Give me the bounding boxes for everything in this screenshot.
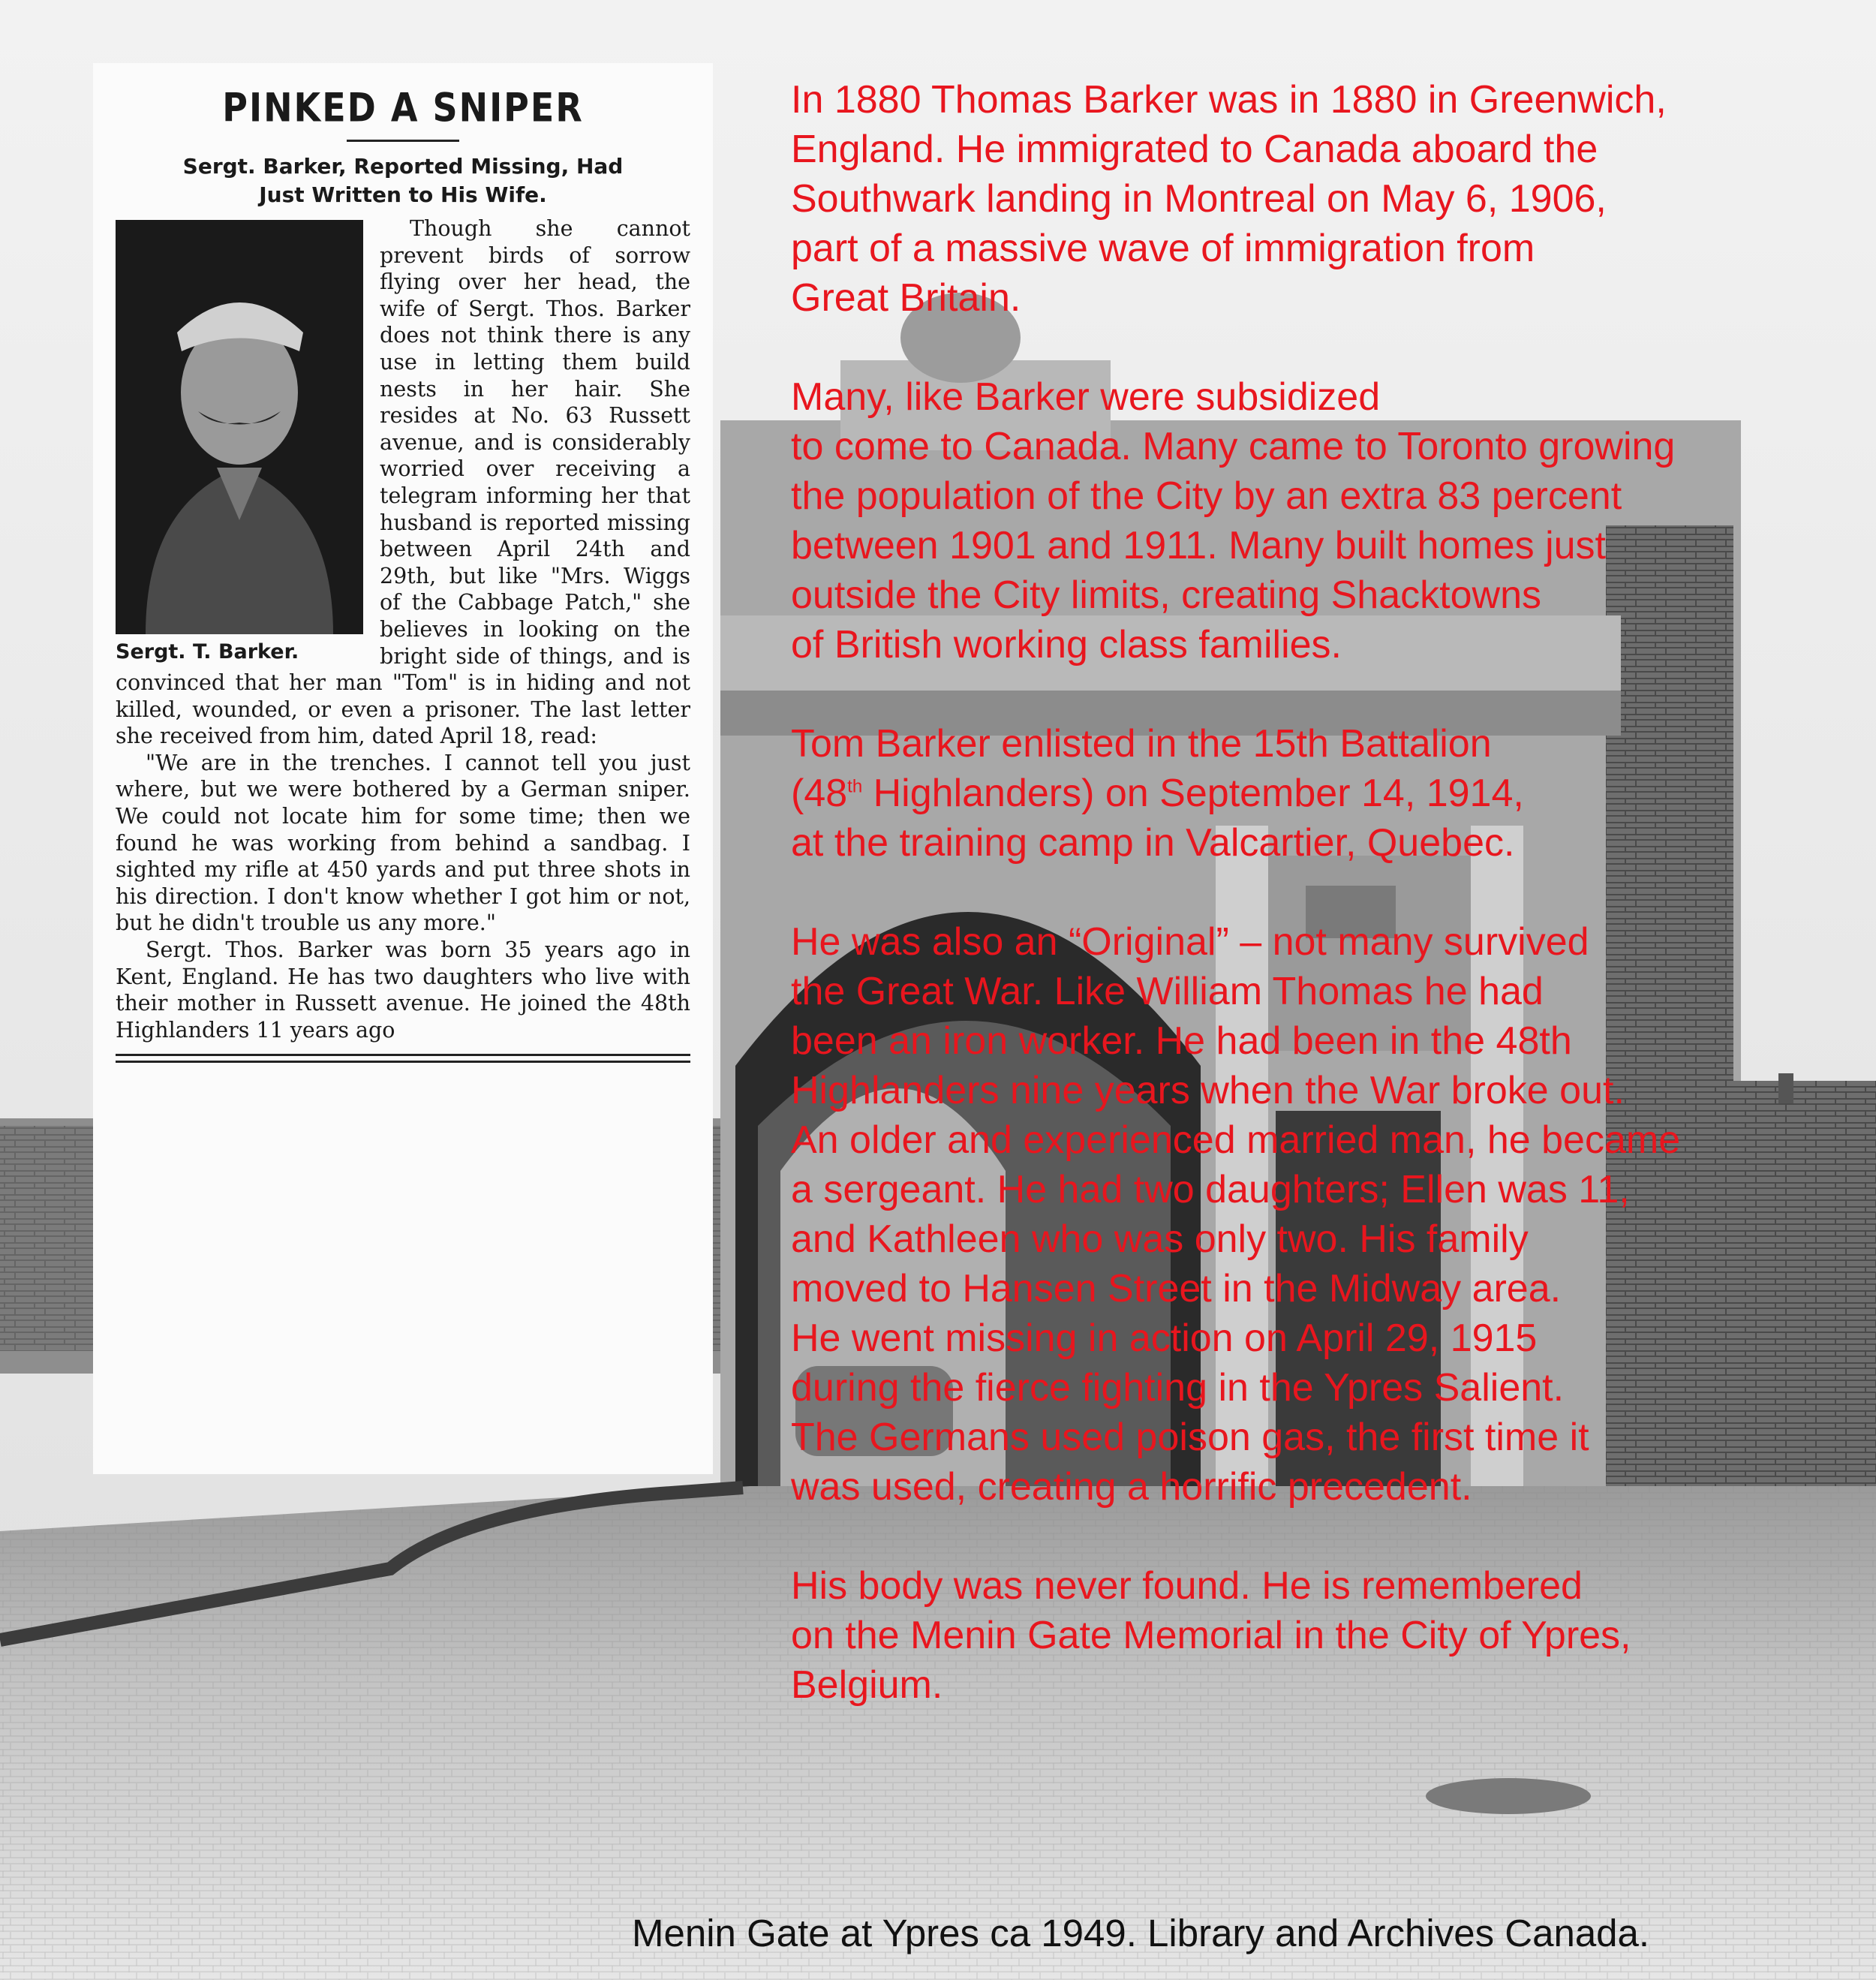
p3-line-2-pre: (48 <box>791 772 848 815</box>
narrative-text <box>791 75 1856 1759</box>
clipping-bottom-rule-2 <box>116 1061 690 1063</box>
clipping-lead-paragraph: Though she cannot prevent birds of sorrow flying over her head, the wife of Sergt. Thos. Barker does not think there is any use in letting them build nests in her hair. She resides at No. 63 Russett avenue, and is considerably worried over receiving a telegram informing her that husband is reported missing between April 24th and 29th, but like "Mrs. Wiggs of the Cabbage Patch," she believes in looking on the bright side of things, and is convinced that her man "Tom" is in hiding and not killed, wounded, or even a prisoner. The last letter she received from him, dated April 18, read: <box>116 216 690 749</box>
narrative-paragraph-2: Many, like Barker were subsidized to come to Canada. Many came to Toronto growing the population of the City by an extra 83 percent between 1901 and 1911. Many built homes just outside the City limits, creating Shacktowns of British working class families. <box>791 375 1676 667</box>
clipping-bio-paragraph: Sergt. Thos. Barker was born 35 years ago in Kent, England. He has two daughters who live with their mother in Russett avenue. He joined the 48th Highlanders 11 years ago <box>116 937 690 1043</box>
p3-line-2-post: Highlanders) on September 14, 1914, <box>862 772 1524 815</box>
newspaper-clipping <box>93 63 713 1474</box>
headline-rule <box>347 140 459 142</box>
p3-line-3: at the training camp in Valcartier, Quebec. <box>791 821 1515 865</box>
narrative-paragraph-4: He was also an “Original” – not many survived the Great War. Like William Thomas he had been an iron worker. He had been in the 48th Highlanders nine years when the War broke out. An older and experienced married man, he became a sergeant. He had two daughters; Ellen was 11, and Kathleen who was only two. His family moved to Hansen Street in the Midway area. He went missing in action on April 29, 1915 during the fierce fighting in the Ypres Salient. The Germans used poison gas, the first time it was used, creating a horrific precedent. <box>791 920 1681 1509</box>
sergeant-portrait <box>116 220 363 634</box>
clipping-lead-section <box>116 215 690 750</box>
narrative-paragraph-5: His body was never found. He is remembered on the Menin Gate Memorial in the City of Ypres, Belgium. <box>791 1564 1631 1707</box>
narrative-paragraph-1: In 1880 Thomas Barker was in 1880 in Greenwich, England. He immigrated to Canada aboard the Southwark landing in Montreal on May 6, 1906, part of a massive wave of immigration from Great Britain. <box>791 78 1667 320</box>
subhead-line-2: Just Written to His Wife. <box>259 182 547 207</box>
clipping-bottom-rule <box>116 1054 690 1056</box>
subhead-line-1: Sergt. Barker, Reported Missing, Had <box>182 154 624 179</box>
portrait-caption: Sergt. T. Barker. <box>116 640 299 664</box>
sergeant-portrait-block <box>116 220 363 664</box>
photo-credit: Menin Gate at Ypres ca 1949. Library and Archives Canada. <box>632 1912 1650 1954</box>
narrative-paragraph-3 <box>791 719 1856 868</box>
clipping-letter-paragraph: "We are in the trenches. I cannot tell you just where, but we were bothered by a German sniper. We could not locate him for some time; then we found he was working from behind a sandbag. I sighted my rifle at 450 yards and put three shots in his direction. I don't know whether I got him or not, but he didn't trouble us any more." <box>116 750 690 936</box>
clipping-subhead <box>116 152 690 209</box>
p3-line-1: Tom Barker enlisted in the 15th Battalion <box>791 722 1492 766</box>
clipping-headline: PINKED A SNIPER <box>222 83 584 131</box>
p3-line-2-sup: th <box>847 776 863 797</box>
